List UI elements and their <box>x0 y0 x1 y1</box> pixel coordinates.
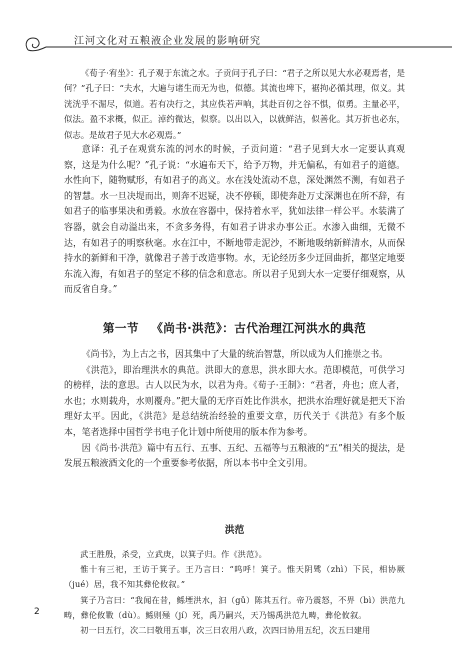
page-header <box>0 0 463 62</box>
page-number: 2 <box>34 607 40 617</box>
section-heading <box>64 320 405 336</box>
classic-text-body <box>64 547 405 638</box>
translation-paragraph: 意译：孔子在观赏东流的河水的时候，子贡问道：“君子见到大水一定要认真观察，这是为什么呢？”孔子说：“水遍布天下，给予万物，并无偏私，有如君子的道德。水性向下，随物赋形，有如君子的高义。水在浅处流动不息，深处渊然不测，有如君子的智慧。水一旦决堤而出，则奔不迟疑，决不停顿，即使奔赴万丈深渊也在所不辞，有如君子的临事果决和勇毅。水放在容器中，保持着水平，犹如法律一样公平。水装满了容器，就会自动溢出来，不贪多务得，有如君子讲求办事公正。水渗入曲细，无微不达，有如君子的明察秋毫。水在江中，不断地带走泥沙，不断地吸纳新鲜清水，从而保持水的新鲜和干净，就像君子善于改造事物。水，无论经历多少迂回曲折，都坚定地要东流入海，有如君子的坚定不移的信念和意志。所以君子见到大水一定要仔细观察，从而反省自身。” <box>64 145 405 296</box>
running-title: 江河文化对五粮液企业发展的影响研究 <box>74 36 261 47</box>
section-title: 《尚书·洪范》：古代治理江河洪水的典范 <box>151 321 367 335</box>
xunzi-quote-paragraph: 《荀子·宥坐》：孔子观于东流之水。子贡问于孔子曰：“君子之所以见大水必观焉者，是何？”孔子曰：“夫水，大遍与诸生而无为也，似德。其流也埤下，裾拘必循其理，似义。其洸洸乎不淈尽，似道。若有决行之，其应佚若声响，其赴百仞之谷不惧，似勇。主量必平，似法。盈不求概，似正。淖约微达，似察。以出以入，以就鲜洁，似善化。其万折也必东，似志。是故君子见大水必观焉。” <box>64 68 405 140</box>
left-scroll-ornament <box>26 38 39 50</box>
shangshu-paragraph: 《尚书》，为上古之书，因其集中了大量的统治智慧，所以成为人们推崇之书。 <box>81 350 388 360</box>
hongfan-paragraph: 《洪范》，即治理洪水的典范。洪即大的意思，洪水即大水。范即模范，可供学习的榜样，法的意思。古人以民为水，以君为舟。《荀子·王制》：“君者，舟也；庶人者，水也；水则载舟，水则覆舟。”把大量的无序百姓比作洪水，把洪水治理好就是把天下治理好太平。因此，《洪范》是总结统治经验的重要文章，历代关于《洪范》有多个版本，笔者选择中国哲学书电子化计划中所使用的版本作为参考。 <box>64 365 405 438</box>
classic-paragraph: 武王胜殷，杀受，立武庚，以箕子归。作《洪范》。 <box>80 549 267 559</box>
classic-text-title: 洪范 <box>224 525 245 536</box>
intro-quote-block <box>64 66 405 299</box>
section-body <box>64 348 405 473</box>
section-label: 第一节 <box>102 321 139 335</box>
classic-paragraph: 惟十有三祀，王访于箕子。王乃言曰：“呜呼！箕子。惟天阴骘（zhì）下民，相协厥（jué）居，我不知其彝伦攸叙。” <box>64 564 405 590</box>
classic-paragraph: 箕子乃言曰：“我闻在昔，鲧堙洪水，汩（gǔ）陈其五行。帝乃震怒，不畀（bì）洪范九畴，彝伦攸斁（dù）。鲧则殛（jí）死，禹乃嗣兴，天乃锡禹洪范九畴，彝伦攸叙。 <box>64 594 405 620</box>
header-ornament <box>0 0 463 62</box>
classic-paragraph: 初一曰五行，次二曰敬用五事，次三曰农用八政，次四曰协用五纪，次五曰建用 <box>80 625 371 636</box>
reference-paragraph: 因《尚书·洪范》篇中有五行、五事、五纪、五福等与五粮液的“五”相关的提法，是发展五粮液酒文化的一个重要参考依据，所以本书中全文引用。 <box>64 443 405 470</box>
